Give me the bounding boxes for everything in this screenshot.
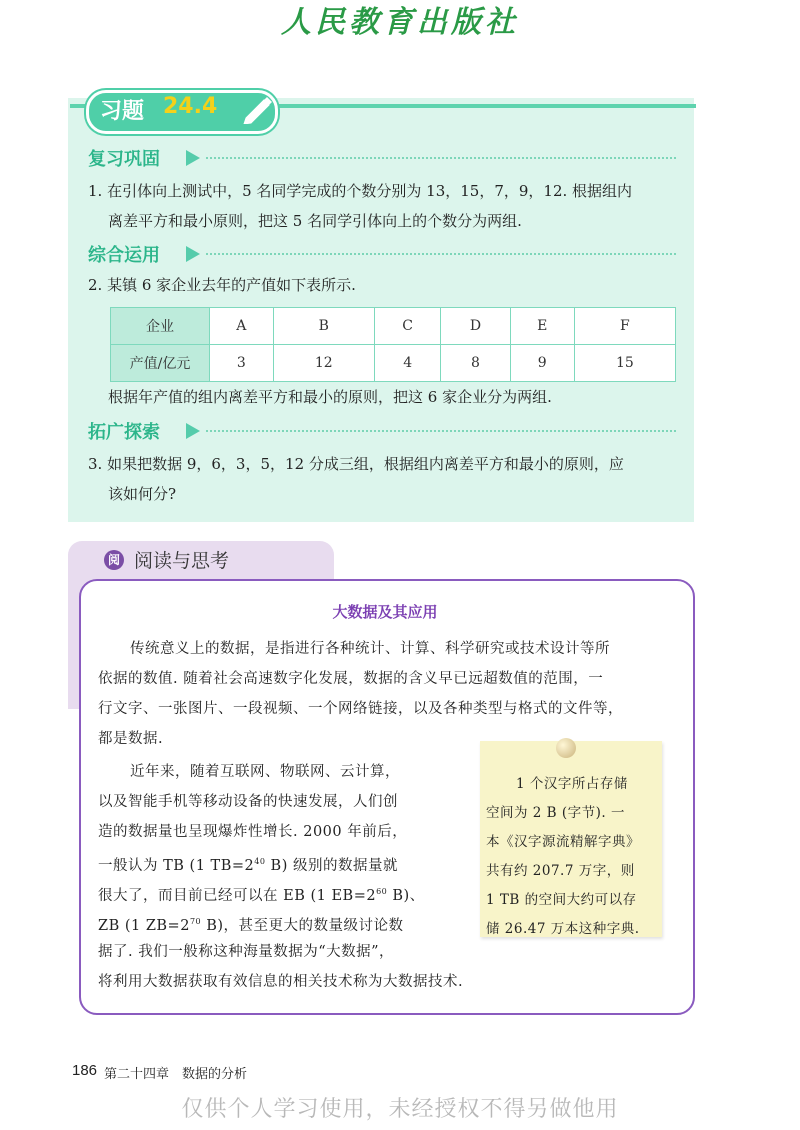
reading-paragraph-1-line: 行文字、一张图片、一段视频、一个网络链接，以及各种类型与格式的文件等， <box>98 701 623 717</box>
section-heading-review: 复习巩固 <box>88 149 160 170</box>
table-cell: C <box>374 308 441 345</box>
publisher-logo <box>0 0 800 50</box>
reading-icon: 阅 <box>104 550 124 570</box>
side-note-text <box>486 770 656 944</box>
reading-title: 大数据及其应用 <box>332 603 438 621</box>
reading-paragraph-2-line: 以及智能手机等移动设备的快速发展，人们创 <box>98 794 398 810</box>
table-cell: 9 <box>510 345 574 382</box>
table-cell: 15 <box>574 345 675 382</box>
pin-icon <box>556 738 576 758</box>
reading-paragraph-2-line: 将利用大数据获取有效信息的相关技术称为大数据技术. <box>98 974 464 990</box>
table-cell: 3 <box>210 345 274 382</box>
table-cell: D <box>441 308 510 345</box>
side-note-line: 储 26.47 万本这种字典. <box>486 921 640 937</box>
table-row <box>111 308 676 345</box>
reading-paragraph-2-line: 近年来，随着互联网、物联网、云计算， <box>130 764 400 780</box>
pencil-icon <box>240 94 274 124</box>
side-note-line: 空间为 2 B (字节). 一 <box>486 805 625 821</box>
section-heading-extend: 拓广探索 <box>88 422 160 443</box>
section-arrow-icon <box>186 246 200 262</box>
section-dotted-rule <box>206 430 676 432</box>
reading-paragraph-2-line: 据了. 我们一般称这种海量数据为“大数据”， <box>98 944 395 960</box>
question-1-line-2: 离差平方和最小原则，把这 5 名同学引体向上的个数分为两组. <box>108 212 522 230</box>
side-note-line: 1 TB 的空间大约可以存 <box>486 892 637 908</box>
question-3-line-2: 该如何分? <box>108 485 177 503</box>
section-arrow-icon <box>186 423 200 439</box>
side-note-line: 1 个汉字所占存储 <box>516 776 628 792</box>
watermark: 仅供个人学习使用，未经授权不得另做他用 <box>181 1097 619 1122</box>
reading-paragraph-1-line: 依据的数值. 随着社会高速数字化发展，数据的含义早已远超数值的范围，一 <box>98 671 604 687</box>
question-1-line-1: 1. 在引体向上测试中，5 名同学完成的个数分别为 13，15，7，9，12. 根据组内 <box>88 182 633 200</box>
reading-paragraph-2-line: ZB (1 $ZB=2^{70}$ B)，甚至更大的数量级讨论数 <box>98 917 404 934</box>
section-arrow-icon <box>186 150 200 166</box>
section-dotted-rule <box>206 253 676 255</box>
table-cell: 产值/亿元 <box>111 345 210 382</box>
reading-paragraph-2-line: 很大了，而目前已经可以在 EB (1 $EB=2^{60}$ B)、 <box>98 887 425 904</box>
table-cell: B <box>273 308 374 345</box>
side-note-line: 共有约 207.7 万字，则 <box>486 863 635 879</box>
reading-paragraph-2-line: 一般认为 TB (1 $TB=2^{40}$ B) 级别的数据量就 <box>98 857 398 874</box>
chapter-title: 第二十四章 数据的分析 <box>104 1067 248 1082</box>
exercise-label: 习题 <box>100 99 145 124</box>
reading-paragraph-2-line: 造的数据量也呈现爆炸性增长. 2000 年前后， <box>98 824 408 840</box>
section-dotted-rule <box>206 157 676 159</box>
table-cell: 4 <box>374 345 441 382</box>
table-cell: 12 <box>273 345 374 382</box>
page-number: 186 <box>72 1062 98 1079</box>
reading-paragraph-1-line: 传统意义上的数据，是指进行各种统计、计算、科学研究或技术设计等所 <box>130 641 610 657</box>
table-cell: A <box>210 308 274 345</box>
table-cell: 8 <box>441 345 510 382</box>
question-2-intro: 2. 某镇 6 家企业去年的产值如下表所示. <box>88 276 356 294</box>
table-cell: F <box>574 308 675 345</box>
side-note-line: 本《汉字源流精解字典》 <box>486 834 640 850</box>
question-3-line-1: 3. 如果把数据 9，6，3，5，12 分成三组，根据组内离差平方和最小的原则，应 <box>88 455 624 473</box>
reading-label: 阅读与思考 <box>134 550 230 572</box>
table-row <box>111 345 676 382</box>
output-value-table <box>110 307 676 382</box>
exercise-number: 24.4 <box>163 94 218 119</box>
table-cell: 企业 <box>111 308 210 345</box>
question-2-task: 根据年产值的组内离差平方和最小的原则，把这 6 家企业分为两组. <box>108 388 552 406</box>
reading-paragraph-1-line: 都是数据. <box>98 731 164 747</box>
section-heading-apply: 综合运用 <box>88 245 160 266</box>
publisher-name: 人民教育出版社 <box>281 5 519 40</box>
table-cell: E <box>510 308 574 345</box>
